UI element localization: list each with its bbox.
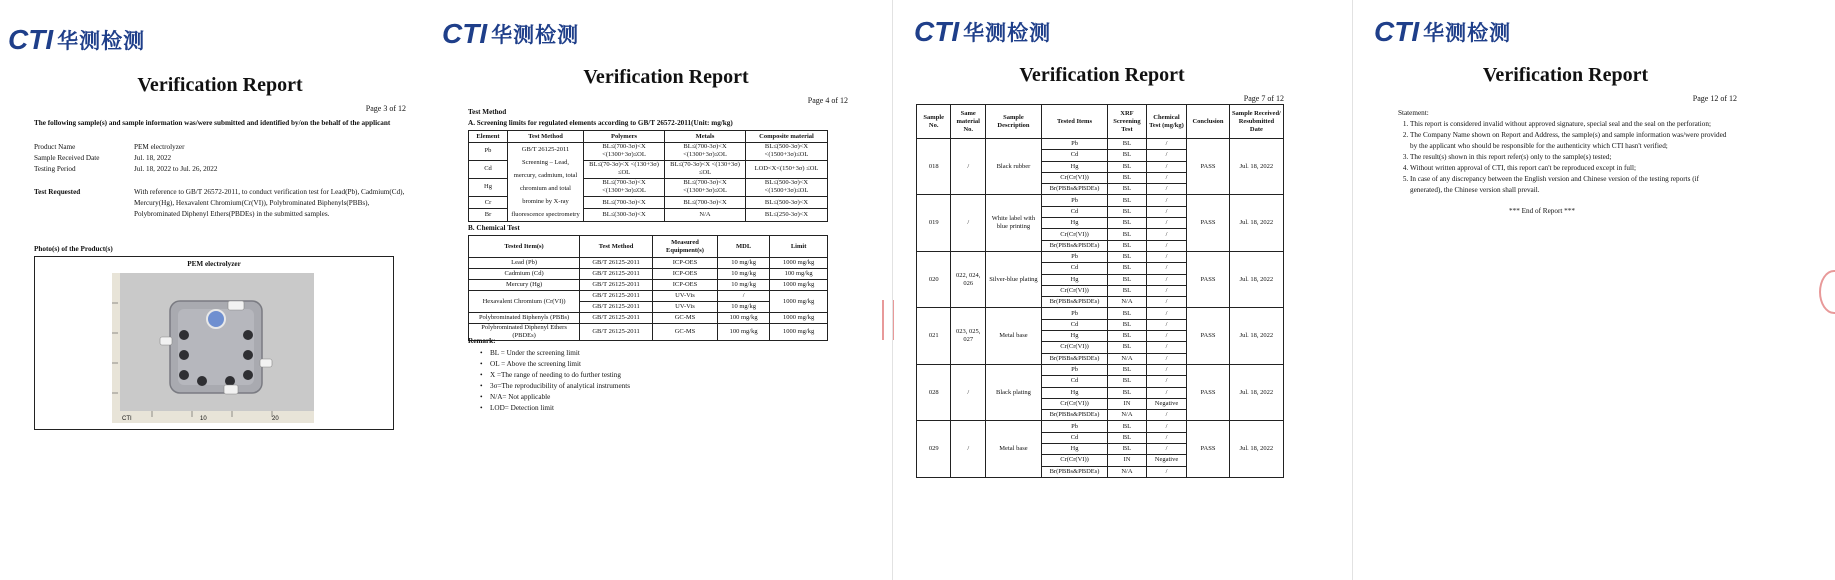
tested-item-cell: Cd bbox=[1041, 206, 1107, 217]
sample-no-cell: 021 bbox=[917, 308, 951, 364]
tested-item-cell: Pb bbox=[1041, 251, 1107, 262]
tested-item-cell: Br(PBBs&PBDEs) bbox=[1041, 466, 1107, 477]
sample-no-cell: 019 bbox=[917, 195, 951, 251]
received-date-cell: Jul. 18, 2022 bbox=[1229, 364, 1283, 420]
tested-item-cell: Pb bbox=[1041, 421, 1107, 432]
field-row bbox=[34, 164, 414, 175]
chemical-result-cell: / bbox=[1146, 240, 1186, 251]
xrf-result-cell: BL bbox=[1108, 240, 1147, 251]
table-row bbox=[917, 308, 1284, 319]
xrf-result-cell: BL bbox=[1108, 195, 1147, 206]
item-cell: Hexavalent Chromium (Cr(VI)) bbox=[469, 291, 580, 313]
xrf-result-cell: BL bbox=[1108, 342, 1147, 353]
report-page-7 bbox=[892, 0, 1352, 580]
tested-item-cell: Cr(Cr(VI)) bbox=[1041, 285, 1107, 296]
column-header: Same material No. bbox=[951, 105, 986, 139]
xrf-result-cell: BL bbox=[1108, 218, 1147, 229]
xrf-result-cell: N/A bbox=[1108, 410, 1147, 421]
tested-item-cell: Br(PBBs&PBDEs) bbox=[1041, 297, 1107, 308]
limit-cell: 1000 mg/kg bbox=[770, 324, 828, 341]
column-header: Limit bbox=[770, 236, 828, 258]
received-date-cell: Jul. 18, 2022 bbox=[1229, 195, 1283, 251]
received-date-cell: Jul. 18, 2022 bbox=[1229, 251, 1283, 307]
page-title: Verification Report bbox=[1482, 64, 1649, 86]
chemical-result-cell: / bbox=[1146, 319, 1186, 330]
polymer-cell: BL≤(700-3σ)<X bbox=[584, 196, 665, 209]
xrf-result-cell: BL bbox=[1108, 331, 1147, 342]
chemical-result-cell: / bbox=[1146, 353, 1186, 364]
same-material-cell: / bbox=[951, 139, 986, 195]
xrf-result-cell: BL bbox=[1108, 139, 1147, 150]
chemical-result-cell: / bbox=[1146, 410, 1186, 421]
item-cell: Lead (Pb) bbox=[469, 258, 580, 269]
chemical-result-cell: / bbox=[1146, 218, 1186, 229]
metal-cell: N/A bbox=[665, 209, 746, 222]
tested-item-cell: Pb bbox=[1041, 364, 1107, 375]
metal-cell: BL≤(700-3σ)<X <(1300+3σ)≤OL bbox=[665, 178, 746, 196]
item-cell: Polybrominated Diphenyl Ethers (PBDEs) bbox=[469, 324, 580, 341]
polymer-cell: BL≤(300-3σ)<X bbox=[584, 209, 665, 222]
tested-item-cell: Hg bbox=[1041, 274, 1107, 285]
sample-no-cell: 018 bbox=[917, 139, 951, 195]
remark-item: • LOD= Detection limit bbox=[490, 403, 820, 414]
conclusion-cell: PASS bbox=[1187, 251, 1230, 307]
tested-item-cell: Br(PBBs&PBDEs) bbox=[1041, 240, 1107, 251]
xrf-result-cell: BL bbox=[1108, 376, 1147, 387]
xrf-result-cell: BL bbox=[1108, 206, 1147, 217]
tested-item-cell: Cr(Cr(VI)) bbox=[1041, 455, 1107, 466]
composite-cell: BL≤(250-3σ)<X bbox=[746, 209, 828, 222]
page-title: Verification Report bbox=[137, 74, 303, 96]
mdl-cell: 10 mg/kg bbox=[717, 258, 769, 269]
conclusion-cell: PASS bbox=[1187, 139, 1230, 195]
photo-frame bbox=[34, 256, 394, 430]
statement-item: 1. This report is considered invalid without approved signature, special seal and the seal on the perforation; bbox=[1410, 119, 1730, 130]
chemical-result-cell: Negative bbox=[1146, 455, 1186, 466]
remark-item: • OL = Above the screening limit bbox=[490, 359, 820, 370]
sample-description-cell: Metal base bbox=[986, 308, 1042, 364]
logo-cn-text: 华测检测 bbox=[963, 21, 1052, 45]
remark-item: • N/A= Not applicable bbox=[490, 392, 820, 403]
perforation-seal-mark bbox=[892, 300, 900, 340]
chemical-result-cell: / bbox=[1146, 251, 1186, 262]
ruler-logo: CTI bbox=[122, 416, 132, 422]
chemical-result-cell: / bbox=[1146, 331, 1186, 342]
chemical-result-cell: Negative bbox=[1146, 398, 1186, 409]
tested-item-cell: Pb bbox=[1041, 308, 1107, 319]
tested-item-cell: Cd bbox=[1041, 263, 1107, 274]
column-header: Chemical Test (mg/kg) bbox=[1146, 105, 1186, 139]
xrf-result-cell: BL bbox=[1108, 387, 1147, 398]
column-header: Element bbox=[469, 131, 508, 143]
composite-cell: BL≤(500-3σ)<X bbox=[746, 196, 828, 209]
tested-item-cell: Hg bbox=[1041, 218, 1107, 229]
item-cell: Mercury (Hg) bbox=[469, 280, 580, 291]
method-cell: GB/T 26125-2011 bbox=[580, 269, 653, 280]
metal-cell: BL≤(70-3σ)<X <(130+3σ) ≤OL bbox=[665, 160, 746, 178]
limit-cell: 1000 mg/kg bbox=[770, 258, 828, 269]
xrf-result-cell: BL bbox=[1108, 432, 1147, 443]
cti-logo bbox=[914, 16, 1051, 48]
tested-item-cell: Br(PBBs&PBDEs) bbox=[1041, 353, 1107, 364]
logo-cti-text: CTI bbox=[8, 24, 54, 55]
tested-item-cell: Hg bbox=[1041, 331, 1107, 342]
chemical-result-cell: / bbox=[1146, 184, 1186, 195]
same-material-cell: 022, 024, 026 bbox=[951, 251, 986, 307]
chemical-result-cell: / bbox=[1146, 274, 1186, 285]
element-cell: Br bbox=[469, 209, 508, 222]
photo-caption: PEM electrolyzer bbox=[187, 260, 241, 268]
metal-cell: BL≤(700-3σ)<X <(1300+3σ)≤OL bbox=[665, 143, 746, 161]
table-row bbox=[469, 313, 828, 324]
sample-description-cell: Metal base bbox=[986, 421, 1042, 477]
column-header: Tested Items bbox=[1041, 105, 1107, 139]
element-cell: Hg bbox=[469, 178, 508, 196]
tested-item-cell: Cr(Cr(VI)) bbox=[1041, 342, 1107, 353]
tested-item-cell: Cd bbox=[1041, 150, 1107, 161]
mdl-cell: 10 mg/kg bbox=[717, 269, 769, 280]
xrf-result-cell: BL bbox=[1108, 229, 1147, 240]
xrf-result-cell: BL bbox=[1108, 172, 1147, 183]
results-table bbox=[916, 104, 1284, 478]
tested-item-cell: Cr(Cr(VI)) bbox=[1041, 398, 1107, 409]
xrf-result-cell: BL bbox=[1108, 251, 1147, 262]
field-row bbox=[34, 153, 414, 164]
screening-limits-table bbox=[468, 130, 828, 222]
field-value: PEM electrolyzer bbox=[134, 143, 185, 151]
column-header: Measured Equipment(s) bbox=[652, 236, 717, 258]
xrf-result-cell: BL bbox=[1108, 274, 1147, 285]
tested-item-cell: Pb bbox=[1041, 139, 1107, 150]
item-cell: Cadmium (Cd) bbox=[469, 269, 580, 280]
field-value: Jul. 18, 2022 bbox=[134, 154, 172, 162]
logo-cti-text: CTI bbox=[1374, 16, 1420, 47]
field-label: Sample Received Date bbox=[34, 154, 100, 162]
test-requested-label: Test Requested bbox=[34, 188, 81, 196]
xrf-result-cell: BL bbox=[1108, 319, 1147, 330]
method-cell: GB/T 26125-2011 Screening – Lead, mercury, cadmium, total chromium and total bromine by X-ray fluorescence spectrometry bbox=[507, 143, 583, 222]
photo-label: Photo(s) of the Product(s) bbox=[34, 245, 113, 253]
logo-cn-text: 华测检测 bbox=[57, 29, 146, 53]
field-label: Product Name bbox=[34, 143, 76, 151]
equipment-cell: ICP-OES bbox=[652, 269, 717, 280]
tested-item-cell: Br(PBBs&PBDEs) bbox=[1041, 184, 1107, 195]
section-b-heading: B. Chemical Test bbox=[468, 224, 520, 232]
xrf-result-cell: BL bbox=[1108, 308, 1147, 319]
chemical-result-cell: / bbox=[1146, 172, 1186, 183]
method-cell: GB/T 26125-2011 bbox=[580, 313, 653, 324]
section-a-heading: A. Screening limits for regulated elements according to GB/T 26572-2011(Unit: mg/kg) bbox=[468, 119, 733, 127]
column-header: Sample Received/ Resubmitted Date bbox=[1229, 105, 1283, 139]
equipment-cell: ICP-OES bbox=[652, 258, 717, 269]
column-header: Sample No. bbox=[917, 105, 951, 139]
tested-item-cell: Br(PBBs&PBDEs) bbox=[1041, 410, 1107, 421]
intro-text: The following sample(s) and sample information was/were submitted and identified by/on the behalf of the applicant bbox=[34, 119, 391, 127]
chemical-result-cell: / bbox=[1146, 139, 1186, 150]
page-title: Verification Report bbox=[1019, 64, 1185, 86]
same-material-cell: / bbox=[951, 421, 986, 477]
element-cell: Pb bbox=[469, 143, 508, 161]
xrf-result-cell: BL bbox=[1108, 150, 1147, 161]
chemical-result-cell: / bbox=[1146, 364, 1186, 375]
tested-item-cell: Cd bbox=[1041, 432, 1107, 443]
report-page-12 bbox=[1352, 0, 1835, 580]
chemical-result-cell: / bbox=[1146, 342, 1186, 353]
table-row bbox=[917, 251, 1284, 262]
ruler-mark-10: 10 bbox=[200, 416, 207, 422]
ruler-mark-20: 20 bbox=[272, 416, 279, 422]
page-separator bbox=[1352, 0, 1353, 580]
cti-logo bbox=[8, 24, 145, 56]
equipment-cell: GC-MS bbox=[652, 313, 717, 324]
field-label: Testing Period bbox=[34, 165, 76, 173]
xrf-result-cell: BL bbox=[1108, 444, 1147, 455]
mdl-cell: 100 mg/kg bbox=[717, 324, 769, 341]
sample-description-cell: White label with blue printing bbox=[986, 195, 1042, 251]
remark-list bbox=[480, 348, 820, 414]
same-material-cell: / bbox=[951, 364, 986, 420]
polymer-cell: BL≤(700-3σ)<X <(1300+3σ)≤OL bbox=[584, 178, 665, 196]
product-photo bbox=[112, 273, 314, 423]
sample-description-cell: Silver-blue plating bbox=[986, 251, 1042, 307]
chemical-result-cell: / bbox=[1146, 387, 1186, 398]
received-date-cell: Jul. 18, 2022 bbox=[1229, 421, 1283, 477]
same-material-cell: 023, 025, 027 bbox=[951, 308, 986, 364]
limit-cell: 1000 mg/kg bbox=[770, 313, 828, 324]
remark-item: • BL = Under the screening limit bbox=[490, 348, 820, 359]
limit-cell: 100 mg/kg bbox=[770, 269, 828, 280]
table-row bbox=[469, 280, 828, 291]
xrf-result-cell: N/A bbox=[1108, 466, 1147, 477]
limit-cell: 1000 mg/kg bbox=[770, 291, 828, 313]
xrf-result-cell: BL bbox=[1108, 263, 1147, 274]
tested-item-cell: Cd bbox=[1041, 319, 1107, 330]
xrf-result-cell: BL bbox=[1108, 161, 1147, 172]
remark-item: • X =The range of needing to do further testing bbox=[490, 370, 820, 381]
method-cell: GB/T 26125-2011 bbox=[580, 258, 653, 269]
mdl-cell: 10 mg/kg bbox=[717, 280, 769, 291]
report-page-3 bbox=[0, 0, 440, 580]
tested-item-cell: Pb bbox=[1041, 195, 1107, 206]
column-header: Sample Description bbox=[986, 105, 1042, 139]
table-row bbox=[469, 291, 828, 302]
chemical-result-cell: / bbox=[1146, 150, 1186, 161]
test-method-heading: Test Method bbox=[468, 108, 507, 116]
table-row bbox=[469, 324, 828, 341]
column-header: Tested Item(s) bbox=[469, 236, 580, 258]
page-number: Page 12 of 12 bbox=[1692, 94, 1737, 103]
table-row bbox=[917, 139, 1284, 150]
statement-item: 4. Without written approval of CTI, this report can't be reproduced except in full; bbox=[1410, 163, 1730, 174]
remark-heading: Remark: bbox=[468, 337, 496, 345]
chemical-result-cell: / bbox=[1146, 263, 1186, 274]
mdl-cell: 100 mg/kg bbox=[717, 313, 769, 324]
same-material-cell: / bbox=[951, 195, 986, 251]
logo-cn-text: 华测检测 bbox=[491, 23, 580, 47]
xrf-result-cell: N/A bbox=[1108, 353, 1147, 364]
sample-no-cell: 020 bbox=[917, 251, 951, 307]
page-separator bbox=[892, 0, 893, 580]
polymer-cell: BL≤(700-3σ)<X <(1300+3σ)≤OL bbox=[584, 143, 665, 161]
chemical-result-cell: / bbox=[1146, 432, 1186, 443]
tested-item-cell: Hg bbox=[1041, 161, 1107, 172]
table-row bbox=[469, 269, 828, 280]
chemical-result-cell: / bbox=[1146, 206, 1186, 217]
report-page-4 bbox=[440, 0, 892, 580]
conclusion-cell: PASS bbox=[1187, 421, 1230, 477]
tested-item-cell: Cr(Cr(VI)) bbox=[1041, 172, 1107, 183]
chemical-result-cell: / bbox=[1146, 421, 1186, 432]
xrf-result-cell: BL bbox=[1108, 184, 1147, 195]
composite-cell: LOD<X<(150+3σ) ≤OL bbox=[746, 160, 828, 178]
remark-item: • 3σ=The reproducibility of analytical instruments bbox=[490, 381, 820, 392]
column-header: Composite material bbox=[746, 131, 828, 143]
xrf-result-cell: BL bbox=[1108, 364, 1147, 375]
statement-item: 5. In case of any discrepancy between the English version and Chinese version of the testing reports (if generated), the Chinese version shall prevail. bbox=[1410, 174, 1730, 196]
mdl-cell: 10 mg/kg bbox=[717, 302, 769, 313]
xrf-result-cell: IN bbox=[1108, 398, 1147, 409]
seal-mark bbox=[1819, 270, 1835, 314]
received-date-cell: Jul. 18, 2022 bbox=[1229, 139, 1283, 195]
electrolyzer-image bbox=[112, 273, 314, 423]
table-row bbox=[917, 195, 1284, 206]
column-header: MDL bbox=[717, 236, 769, 258]
sample-info bbox=[34, 142, 414, 175]
element-cell: Cr bbox=[469, 196, 508, 209]
element-cell: Cd bbox=[469, 160, 508, 178]
equipment-cell: UV-Vis bbox=[652, 302, 717, 313]
page-number: Page 4 of 12 bbox=[807, 96, 848, 105]
chemical-result-cell: / bbox=[1146, 285, 1186, 296]
chemical-result-cell: / bbox=[1146, 308, 1186, 319]
xrf-result-cell: N/A bbox=[1108, 297, 1147, 308]
column-header: Polymers bbox=[584, 131, 665, 143]
tested-item-cell: Hg bbox=[1041, 444, 1107, 455]
column-header: Test Method bbox=[580, 236, 653, 258]
column-header: Conclusion bbox=[1187, 105, 1230, 139]
chemical-test-table bbox=[468, 235, 828, 341]
xrf-result-cell: BL bbox=[1108, 421, 1147, 432]
column-header: Metals bbox=[665, 131, 746, 143]
composite-cell: BL≤(500-3σ)<X <(1500+3σ)≤OL bbox=[746, 178, 828, 196]
logo-cn-text: 华测检测 bbox=[1423, 21, 1512, 45]
logo-cti-text: CTI bbox=[914, 16, 960, 47]
statement-list bbox=[1398, 119, 1730, 196]
table-row bbox=[469, 143, 828, 161]
page-number: Page 7 of 12 bbox=[1243, 94, 1284, 103]
chemical-result-cell: / bbox=[1146, 297, 1186, 308]
conclusion-cell: PASS bbox=[1187, 364, 1230, 420]
method-cell: GB/T 26125-2011 bbox=[580, 302, 653, 313]
equipment-cell: UV-Vis bbox=[652, 291, 717, 302]
chemical-result-cell: / bbox=[1146, 444, 1186, 455]
table-row bbox=[917, 421, 1284, 432]
method-cell: GB/T 26125-2011 bbox=[580, 280, 653, 291]
sample-no-cell: 029 bbox=[917, 421, 951, 477]
field-value: Jul. 18, 2022 to Jul. 26, 2022 bbox=[134, 165, 218, 173]
logo-cti-text: CTI bbox=[442, 18, 488, 49]
equipment-cell: GC-MS bbox=[652, 324, 717, 341]
statement-item: 2. The Company Name shown on Report and Address, the sample(s) and sample information was/were provided by the applicant who should be responsible for the authenticity which CTI hasn't verified; bbox=[1410, 130, 1730, 152]
equipment-cell: ICP-OES bbox=[652, 280, 717, 291]
sample-description-cell: Black rubber bbox=[986, 139, 1042, 195]
polymer-cell: BL≤(70-3σ)<X <(130+3σ) ≤OL bbox=[584, 160, 665, 178]
composite-cell: BL≤(500-3σ)<X <(1500+3σ)≤OL bbox=[746, 143, 828, 161]
chemical-result-cell: / bbox=[1146, 466, 1186, 477]
end-of-report: *** End of Report *** bbox=[1509, 207, 1575, 215]
field-row bbox=[34, 142, 414, 153]
method-cell: GB/T 26125-2011 bbox=[580, 291, 653, 302]
received-date-cell: Jul. 18, 2022 bbox=[1229, 308, 1283, 364]
xrf-result-cell: BL bbox=[1108, 285, 1147, 296]
mdl-cell: / bbox=[717, 291, 769, 302]
conclusion-cell: PASS bbox=[1187, 308, 1230, 364]
cti-logo bbox=[442, 18, 579, 50]
table-row bbox=[917, 364, 1284, 375]
method-cell: GB/T 26125-2011 bbox=[580, 324, 653, 341]
conclusion-cell: PASS bbox=[1187, 195, 1230, 251]
tested-item-cell: Cd bbox=[1041, 376, 1107, 387]
test-requested-text: With reference to GB/T 26572-2011, to conduct verification test for Lead(Pb), Cadmium(Cd), Mercury(Hg), Hexavalent Chromium(Cr(VI)), Polybrominated Biphenyls(PBBs), Polybrominated Diphenyl Ethers(PBDEs) in the submitted samples. bbox=[134, 188, 405, 218]
chemical-result-cell: / bbox=[1146, 161, 1186, 172]
statement-heading: Statement: bbox=[1398, 109, 1429, 117]
chemical-result-cell: / bbox=[1146, 376, 1186, 387]
sample-description-cell: Black plating bbox=[986, 364, 1042, 420]
column-header: Test Method bbox=[507, 131, 583, 143]
column-header: XRF Screening Test bbox=[1108, 105, 1147, 139]
tested-item-cell: Cr(Cr(VI)) bbox=[1041, 229, 1107, 240]
metal-cell: BL≤(700-3σ)<X bbox=[665, 196, 746, 209]
tested-item-cell: Hg bbox=[1041, 387, 1107, 398]
chemical-result-cell: / bbox=[1146, 229, 1186, 240]
sample-no-cell: 028 bbox=[917, 364, 951, 420]
statement-item: 3. The result(s) shown in this report refer(s) only to the sample(s) tested; bbox=[1410, 152, 1730, 163]
xrf-result-cell: IN bbox=[1108, 455, 1147, 466]
item-cell: Polybrominated Biphenyls (PBBs) bbox=[469, 313, 580, 324]
perforation-seal-mark bbox=[882, 300, 890, 340]
table-row bbox=[469, 258, 828, 269]
limit-cell: 1000 mg/kg bbox=[770, 280, 828, 291]
cti-logo bbox=[1374, 16, 1511, 48]
chemical-result-cell: / bbox=[1146, 195, 1186, 206]
page-number: Page 3 of 12 bbox=[365, 104, 406, 113]
page-title: Verification Report bbox=[583, 66, 749, 88]
